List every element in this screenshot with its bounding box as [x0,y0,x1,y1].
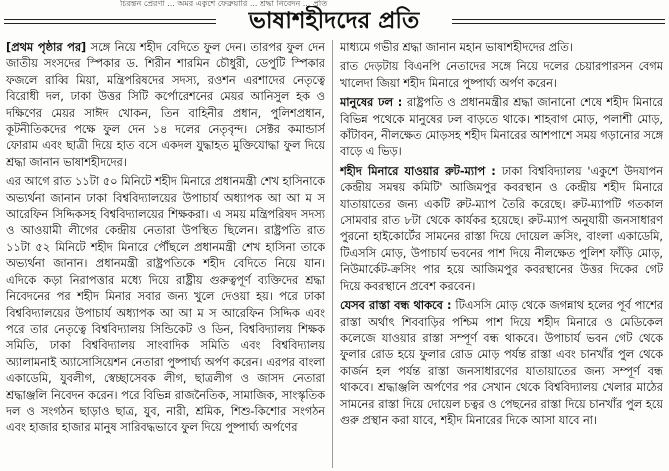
section-crowd-text: রাষ্ট্রপতি ও প্রধানমন্ত্রীর শ্রদ্ধা জানানো শেষে শহীদ মিনারে বিভিন্ন পথেকে মানুষের ঢল বাড়তে থাকে। শাহবাগ মোড়, পলাশী মোড়, কাঁটাবন, নীলক্ষেত মোড়সহ শহীদ মিনারের আশপাশে সময় গড়ানোর সঙ্গে বাড়ে এ ভিড়। [340,96,663,159]
headline-rule-left [4,19,216,24]
paragraph-intro: মাধ্যমে গভীর শ্রদ্ধা জানান মহান ভাষাশহীদদের প্রতি। [340,41,573,54]
paragraph-reception: এর আগে রাত ১১টা ৫০ মিনিটে শহীদ মিনারে প্রধানমন্ত্রী শেখ হাসিনাকে অভ্যর্থনা জানান ঢাকা বিশ্ববিদ্যালয়ের উপাচার্য অধ্যাপক আ আ ম স আরেফিন সিদ্দিকসহ বিশ্ববিদ্যালয়ের শিক্ষকরা। এ সময় মন্ত্রিপরিষদ সদস্য ও আওয়ামী লীগের কেন্দ্রীয় নেতারা উপস্থিত ছিলেন। রাষ্ট্রপতি রাত ১১টা ৫২ মিনিটে শহীদ মিনারে পৌঁছলে প্রধানমন্ত্রী শেখ হাসিনা তাকে অভ্যর্থনা জানান। প্রধানমন্ত্রী রাষ্ট্রপতিকে শহীদ বেদিতে নিয়ে যান। এদিকে কড়া নিরাপত্তার মধ্যে দিয়ে রাষ্ট্রীয় গুরুত্বপূর্ণ ব্যক্তিদের শ্রদ্ধা নিবেদনের পর শহীদ মিনার সবার জন্য খুলে দেওয়া হয়। পরে ঢাকা বিশ্ববিদ্যালয়ের উপাচার্য অধ্যাপক আ আ ম স আরেফিন সিদ্দিক এবং পরে তার নেতৃত্বে বিশ্ববিদ্যালয় সিন্ডিকেট ও ডিন, বিশ্ববিদ্যালয় শিক্ষক সমিতি, ঢাকা বিশ্ববিদ্যালয় সাংবাদিক সমিতি এবং বিশ্ববিদ্যালয় অ্যালামনাই অ্যাসোসিয়েশন নেতারা পুষ্পার্ঘ্য অর্পণ করেন। এরপর বাংলা একাডেমি, যুবলীগ, স্বেচ্ছাসেবক লীগ, ছাত্রলীগ ও জাসদ নেতারা শ্রদ্ধাঞ্জলি নিবেদন করেন। পরে বিভিন্ন রাজনৈতিক, সামাজিক, সাংস্কৃতিক দল ও সংগঠন ছাড়াও ছাত্র, যুব, নারী, শ্রমিক, শিশু-কিশোর সংগঠন এবং হাজার হাজার মানুষ সারিবদ্ধভাবে ফুল দিয়ে পুষ্পার্ঘ্য অর্পণের [6,175,325,435]
continuation-tag: [প্রথম পৃষ্ঠার পর] [6,41,87,54]
article-column-left [6,40,325,468]
section-route-map-text: ঢাকা বিশ্ববিদ্যালয় 'একুশে উদযাপন কেন্দ্রীয় সমন্বয় কমিটি' আজিমপুর কবরস্থান ও কেন্দ্রীয় শহীদ মিনারে যাতায়াতের জন্য একটি রুট-ম্যাপ তৈরি করেছে। রুট-ম্যাপটি গতকাল সোমবার রাত ৮টা থেকে কার্যকর হয়েছে। রুট-ম্যাপ অনুযায়ী জনসাধারণ পুরনো হাইকোর্টের সামনের রাস্তা দিয়ে দোয়েল ক্রসিং, বাংলা একাডেমি, টিএসসি মোড়, উপাচার্য ভবনের পাশ দিয়ে নীলক্ষেত পুলিশ ফাঁড়ি মোড়, নিউমার্কেট-ক্রসিং পার হয়ে আজিমপুর কবরস্থানের উত্তর দিকের গেট দিয়ে কবরস্থানে প্রবেশ করবেন। [340,164,663,293]
column-divider [332,40,333,468]
article-headline: ভাষাশহীদদের প্রতি [248,7,420,34]
previous-article-fragment: চিরন্তন প্রেরণা ... অমর একুশে ফেব্রুয়ারি ... শ্রদ্ধা নিবেদন ... প্রতি [120,0,328,7]
paragraph-bnp: রাত দেড়টায় বিএনপি নেতাদের সঙ্গে নিয়ে দলের চেয়ারপারসন বেগম খালেদা জিয়া শহীদ মিনারে পুষ্পার্ঘ্য অর্পণ করেন। [340,60,663,90]
section-closed-roads [340,298,663,429]
article-column-right [340,40,663,468]
section-route-map [340,164,663,295]
paragraph-opening [6,40,325,171]
section-closed-roads-heading: যেসব রাস্তা বন্ধ থাকবে : [340,299,452,313]
paragraph-1-text: সঙ্গে নিয়ে শহীদ বেদিতে ফুল দেন। তারপর ফুল দেন জাতীয় সংসদের স্পিকার ড. শিরীন শারমিন চৌধুরী, ডেপুটি স্পিকার ফজলে রাব্বি মিয়া, মন্ত্রিপরিষদের সদস্য, রওশন এরশাদের নেতৃত্বে বিরোধী দল, ঢাকা উত্তর সিটি কর্পোরেশনের মেয়র আনিসুল হক ও দক্ষিণের মেয়র সাঈদ খোকন, তিন বাহিনীর প্রধান, পুলিশপ্রধান, কূটনীতিকদের পক্ষে ফুল দেন ১৪ দলের নেতৃবৃন্দ। সেক্টর কমান্ডার্স ফোরাম এবং ছাত্রী দিয়ে হাত বসে একদল যুদ্ধাহত মুক্তিযোদ্ধা ফুল দিয়ে শ্রদ্ধা জানান ভাষাশহীদদের। [6,41,325,169]
section-closed-roads-text: টিএসসি মোড় থেকে জগন্নাথ হলের পূর্ব পাশের রাস্তা অর্থাৎ শিববাড়ির পশ্চিম পাশ দিয়ে শহীদ মিনারে ও মেডিকেল কলেজে যাওয়ার রাস্তা সম্পূর্ণ বন্ধ থাকবে। উপাচার্য ভবন গেট থেকে ফুলার রোড হয়ে ফুলার রোড মোড় পর্যন্ত রাস্তা এবং চানখাঁর পুল থেকে কার্জন হল পর্যন্ত রাস্তা জনসাধারণের যাতায়াতের জন্য সম্পূর্ণ বন্ধ থাকবে। শ্রদ্ধাঞ্জলি অর্পণের পর সেখান থেকে বিশ্ববিদ্যালয় খেলার মাঠের সামনের রাস্তা দিয়ে দোয়েল চত্বর ও পেছনের রাস্তা দিয়ে চানখাঁর পুল হয়ে গুরু প্রস্থান করা যাবে, শহীদ মিনারের দিকে আসা যাবে না। [340,299,663,427]
section-crowd-heading: মানুষের ঢল : [340,96,403,110]
headline-rule-right [452,19,665,24]
section-route-map-heading: শহীদ মিনারে যাওয়ার রুট-ম্যাপ : [340,164,496,178]
section-crowd [340,95,663,161]
